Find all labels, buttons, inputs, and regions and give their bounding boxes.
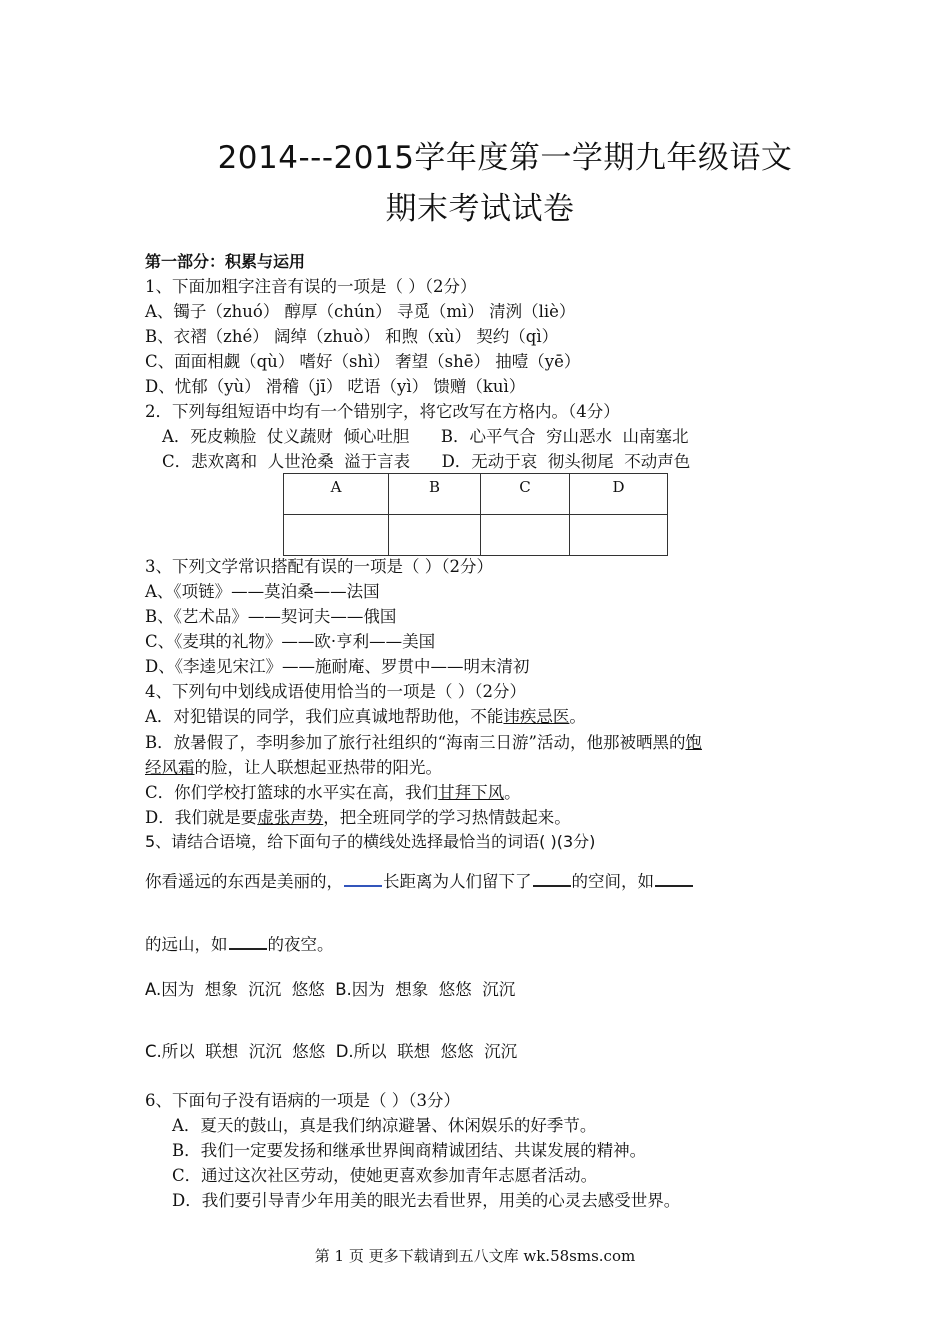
q6-option-a: A．夏天的鼓山，真是我们纳凉避暑、休闲娱乐的好季节。 bbox=[172, 1116, 597, 1135]
q4-option-b-cont bbox=[145, 756, 442, 780]
q2-row-1: A．死皮赖脸 仗义蔬财 倾心吐胆 B．心平气合 穷山恶水 山南塞北 bbox=[162, 427, 689, 446]
q4-c-idiom: 甘拜下风 bbox=[438, 783, 505, 802]
q4-d-post: ，把全班同学的学习热情鼓起来。 bbox=[323, 808, 571, 827]
title-line-2: 期末考试试卷 bbox=[385, 191, 575, 227]
q3-stem: 3、下列文学常识搭配有误的一项是（ ）（2分） bbox=[145, 557, 493, 576]
q1-option-b: B、衣褶（zhé） 阔绰（zhuò） 和煦（xù） 契约（qì） bbox=[145, 327, 559, 346]
q5-stem: 5、请结合语境，给下面句子的横线处选择最恰当的词语( )(3分) bbox=[145, 832, 596, 851]
q5-blank-1[interactable] bbox=[344, 867, 382, 887]
q5-options-cd: C.所以 联想 沉沉 悠悠 D.所以 联想 悠悠 沉沉 bbox=[145, 1042, 518, 1061]
q2-stem: 2．下列每组短语中均有一个错别字，将它改写在方格内。（4分） bbox=[145, 402, 620, 421]
grid-header-a: A bbox=[284, 474, 389, 515]
q2-row-2: C．悲欢离和 人世沧桑 溢于言表 D．无动于哀 彻头彻尾 不动声色 bbox=[162, 452, 691, 471]
q4-a-idiom: 讳疾忌医 bbox=[503, 707, 570, 726]
grid-answer-a[interactable] bbox=[284, 515, 389, 556]
q4-b-pre: B．放暑假了，李明参加了旅行社组织的“海南三日游”活动，他那被晒黑的 bbox=[145, 733, 686, 752]
q4-b-idiom-part2: 经风霜 bbox=[145, 758, 195, 777]
q4-b-idiom-part1: 饱 bbox=[685, 733, 702, 752]
title-line-1: 2014---2015学年度第一学期九年级语文 bbox=[217, 140, 793, 176]
q1-option-d: D、忧郁（yù） 滑稽（jī） 呓语（yì） 馈赠（kuì） bbox=[145, 377, 526, 396]
q5-sentence-2 bbox=[145, 930, 334, 957]
q3-option-d: D、《李逵见宋江》——施耐庵、罗贯中——明末清初 bbox=[145, 657, 530, 676]
q4-option-d bbox=[145, 806, 571, 830]
q6-option-b: B．我们一定要发扬和继承世界闽商精诚团结、共谋发展的精神。 bbox=[172, 1141, 647, 1160]
q3-option-a: A、《项链》——莫泊桑——法国 bbox=[145, 582, 380, 601]
grid-header-d: D bbox=[570, 474, 668, 515]
grid-header-b: B bbox=[389, 474, 481, 515]
grid-answer-b[interactable] bbox=[389, 515, 481, 556]
q5-s2: 长距离为人们留下了 bbox=[383, 872, 532, 891]
q4-c-pre: C．你们学校打篮球的水平实在高，我们 bbox=[145, 783, 439, 802]
grid-header-c: C bbox=[481, 474, 570, 515]
q6-stem: 6、下面句子没有语病的一项是（ ）（3分） bbox=[145, 1091, 460, 1110]
q5-blank-4[interactable] bbox=[229, 930, 267, 950]
q4-stem: 4、下列句中划线成语使用恰当的一项是（ ）（2分） bbox=[145, 682, 526, 701]
q5-s5: 的夜空。 bbox=[267, 935, 334, 954]
q4-option-a bbox=[145, 705, 586, 729]
q5-sentence-1 bbox=[145, 867, 694, 894]
grid-answer-d[interactable] bbox=[570, 515, 668, 556]
section-heading: 第一部分：积累与运用 bbox=[145, 252, 306, 271]
q4-option-c bbox=[145, 781, 521, 805]
q1-option-a: A、镯子（zhuó） 醇厚（chún） 寻觅（mì） 清洌（liè） bbox=[145, 302, 576, 321]
q5-s3: 的空间，如 bbox=[571, 872, 654, 891]
q5-options-ab: A.因为 想象 沉沉 悠悠 B.因为 想象 悠悠 沉沉 bbox=[145, 980, 516, 999]
q1-stem: 1、下面加粗字注音有误的一项是（ ）（2分） bbox=[145, 277, 477, 296]
q5-s4: 的远山，如 bbox=[145, 935, 228, 954]
q4-d-pre: D．我们就是要 bbox=[145, 808, 258, 827]
grid-answer-c[interactable] bbox=[481, 515, 570, 556]
page-footer: 第 1 页 更多下载请到五八文库 wk.58sms.com bbox=[314, 1247, 636, 1265]
q4-b-post: 的脸，让人联想起亚热带的阳光。 bbox=[194, 758, 442, 777]
q4-option-b bbox=[145, 731, 702, 755]
q4-d-idiom: 虚张声势 bbox=[257, 808, 324, 827]
q4-c-post: 。 bbox=[504, 783, 521, 802]
q6-option-c: C．通过这次社区劳动，使她更喜欢参加青年志愿者活动。 bbox=[172, 1166, 598, 1185]
q5-blank-3[interactable] bbox=[655, 867, 693, 887]
q6-option-d: D．我们要引导青少年用美的眼光去看世界，用美的心灵去感受世界。 bbox=[172, 1191, 681, 1210]
q3-option-c: C、《麦琪的礼物》——欧·亨利——美国 bbox=[145, 632, 436, 651]
answer-grid bbox=[283, 473, 668, 556]
q1-option-c: C、面面相觑（qù） 嗜好（shì） 奢望（shē） 抽噎（yē） bbox=[145, 352, 581, 371]
q5-blank-2[interactable] bbox=[533, 867, 571, 887]
q4-a-post: 。 bbox=[569, 707, 586, 726]
q5-s1: 你看遥远的东西是美丽的， bbox=[145, 872, 343, 891]
q3-option-b: B、《艺术品》——契诃夫——俄国 bbox=[145, 607, 397, 626]
q4-a-pre: A．对犯错误的同学，我们应真诚地帮助他，不能 bbox=[145, 707, 504, 726]
